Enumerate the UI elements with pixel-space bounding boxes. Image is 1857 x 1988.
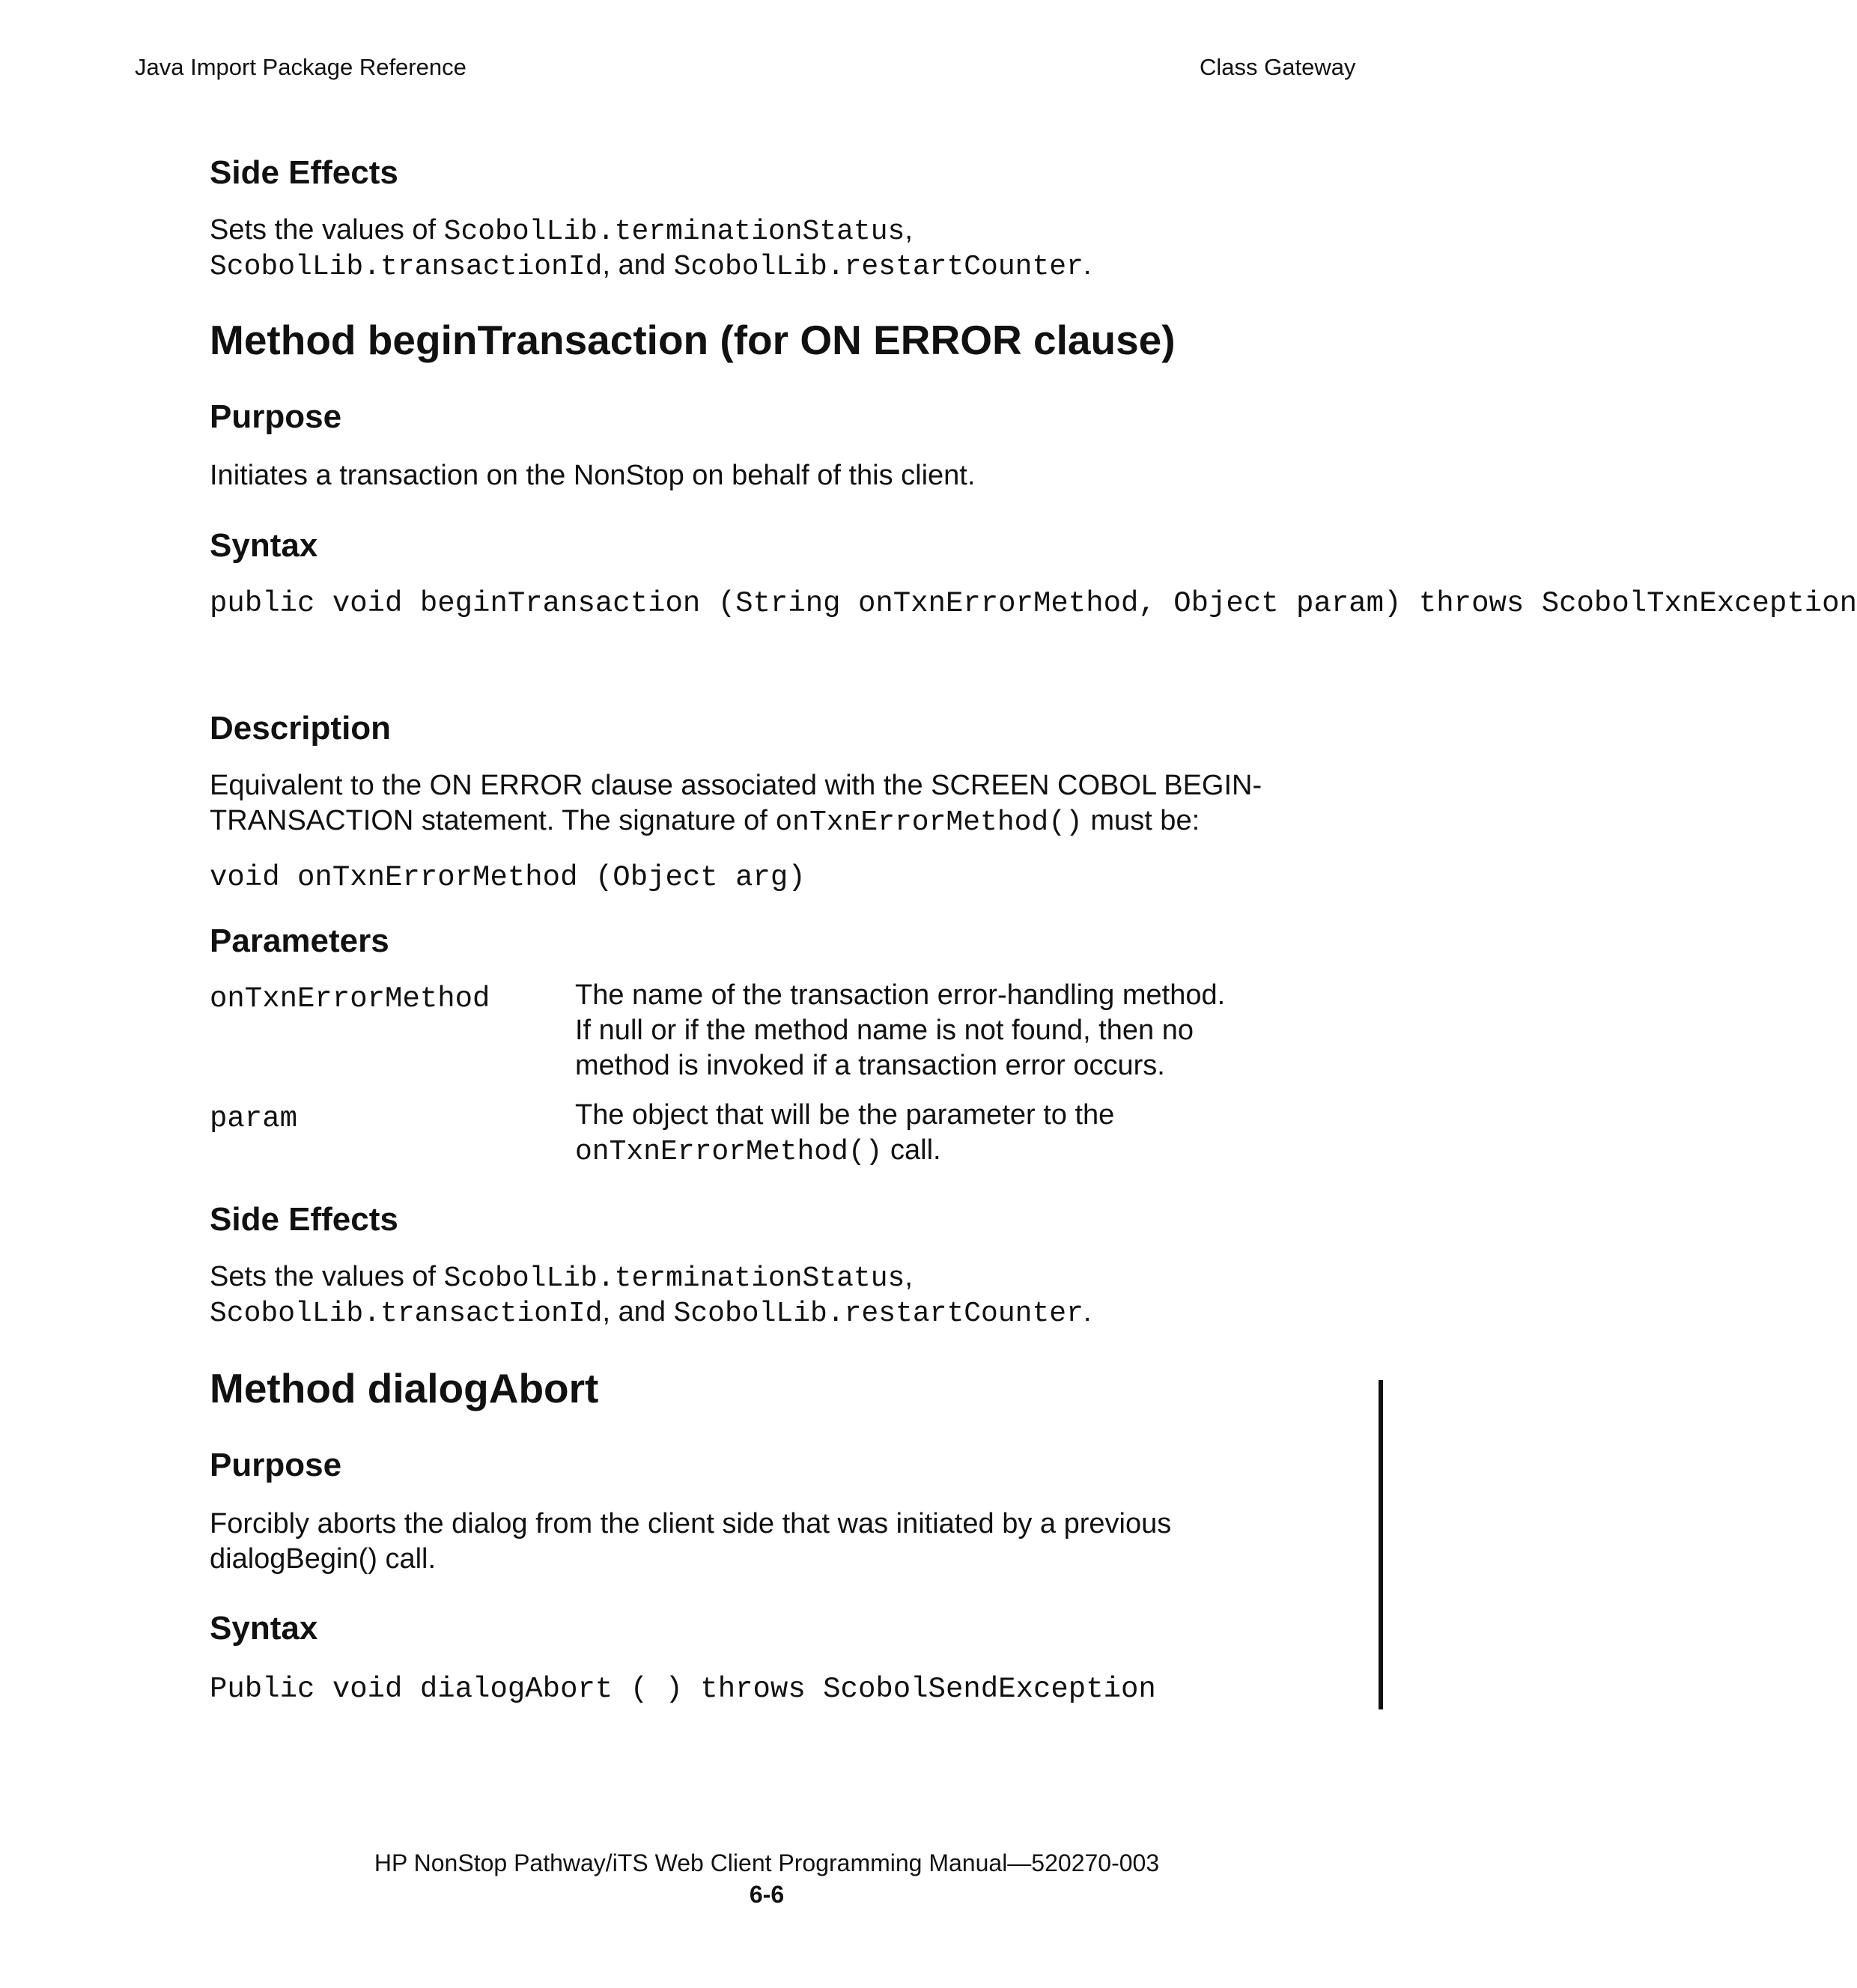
code-on-txn-error-method: onTxnErrorMethod(): [775, 806, 1083, 839]
side-effects-2-end: .: [1083, 1296, 1092, 1328]
code-transaction-id: ScobolLib.transactionId: [210, 1298, 603, 1330]
dialog-abort-syntax: Public void dialogAbort ( ) throws ScobolSendException: [210, 1673, 1156, 1706]
description-line-2-prefix: TRANSACTION statement. The signature of: [210, 805, 776, 836]
syntax-line-2: Object param): [1173, 587, 1402, 620]
parameters-heading: Parameters: [210, 922, 389, 959]
param-desc-param: [575, 1098, 1114, 1170]
param-desc-call-suffix: call.: [882, 1134, 941, 1166]
dialog-abort-purpose-line-2: dialogBegin() call.: [210, 1543, 437, 1575]
syntax-line-3: throws ScobolTxnException: [1418, 587, 1857, 620]
side-effects-sep: ,: [905, 214, 913, 246]
dialog-abort-purpose-line-1: Forcibly aborts the dialog from the client side that was initiated by a previous: [210, 1508, 1172, 1539]
param-desc-line: The object that will be the parameter to the: [575, 1099, 1115, 1131]
method-dialog-abort-title: Method dialogAbort: [210, 1365, 599, 1411]
param-desc-line: The name of the transaction error-handling method.: [575, 979, 1226, 1011]
side-effects-2-prefix: Sets the values of: [210, 1261, 444, 1292]
code-restart-counter: ScobolLib.restartCounter: [673, 251, 1083, 283]
page-number: 6-6: [749, 1881, 785, 1908]
description-line-2: [210, 803, 1200, 840]
code-termination-status: ScobolLib.terminationStatus: [443, 216, 905, 248]
purpose-heading-2: Purpose: [210, 1447, 342, 1483]
syntax-heading-2: Syntax: [210, 1610, 318, 1647]
side-effects-2-line-1: [210, 1259, 913, 1296]
description-line-1: Equivalent to the ON ERROR clause associated with the SCREEN COBOL BEGIN-: [210, 770, 1262, 801]
side-effects-line-1: [210, 213, 913, 249]
signature-code: void onTxnErrorMethod (Object arg): [210, 861, 806, 894]
side-effects-2-and: , and: [602, 1296, 674, 1328]
param-name-on-txn-error-method: onTxnErrorMethod: [210, 982, 490, 1015]
code-transaction-id: ScobolLib.transactionId: [210, 251, 603, 283]
side-effects-end: .: [1083, 249, 1092, 281]
purpose-text: Initiates a transaction on the NonStop on behalf of this client.: [210, 460, 976, 491]
param-desc-line: method is invoked if a transaction error occurs.: [575, 1050, 1165, 1081]
side-effects-2-sep: ,: [905, 1261, 913, 1292]
syntax-line-1: public void beginTransaction (String onTxnErrorMethod,: [210, 587, 1156, 620]
running-header-left: Java Import Package Reference: [135, 54, 466, 80]
running-header-right: Class Gateway: [1200, 54, 1356, 80]
description-heading: Description: [210, 710, 392, 747]
code-on-txn-error-method-call: onTxnErrorMethod(): [575, 1136, 883, 1168]
method-begin-transaction-title: Method beginTransaction (for ON ERROR clause): [210, 317, 1176, 363]
change-bar: [1379, 1380, 1383, 1709]
side-effects-prefix: Sets the values of: [210, 214, 444, 246]
description-line-2-suffix: must be:: [1082, 805, 1200, 836]
code-termination-status: ScobolLib.terminationStatus: [443, 1262, 905, 1295]
syntax-code-block: [210, 589, 1857, 618]
param-desc-on-txn-error-method: [575, 978, 1225, 1083]
side-effects-heading-2: Side Effects: [210, 1201, 398, 1238]
param-desc-line: [575, 1133, 1114, 1170]
footer-title: HP NonStop Pathway/iTS Web Client Programming Manual—520270-003: [374, 1849, 1160, 1876]
side-effects-line-2: [210, 248, 1091, 285]
param-desc-line: If null or if the method name is not found, then no: [575, 1015, 1194, 1046]
side-effects-heading: Side Effects: [210, 154, 398, 191]
side-effects-and: , and: [602, 249, 674, 281]
code-restart-counter: ScobolLib.restartCounter: [673, 1298, 1083, 1330]
side-effects-2-line-2: [210, 1295, 1091, 1331]
purpose-heading: Purpose: [210, 398, 342, 435]
syntax-heading: Syntax: [210, 527, 318, 564]
param-name-param: param: [210, 1102, 298, 1135]
